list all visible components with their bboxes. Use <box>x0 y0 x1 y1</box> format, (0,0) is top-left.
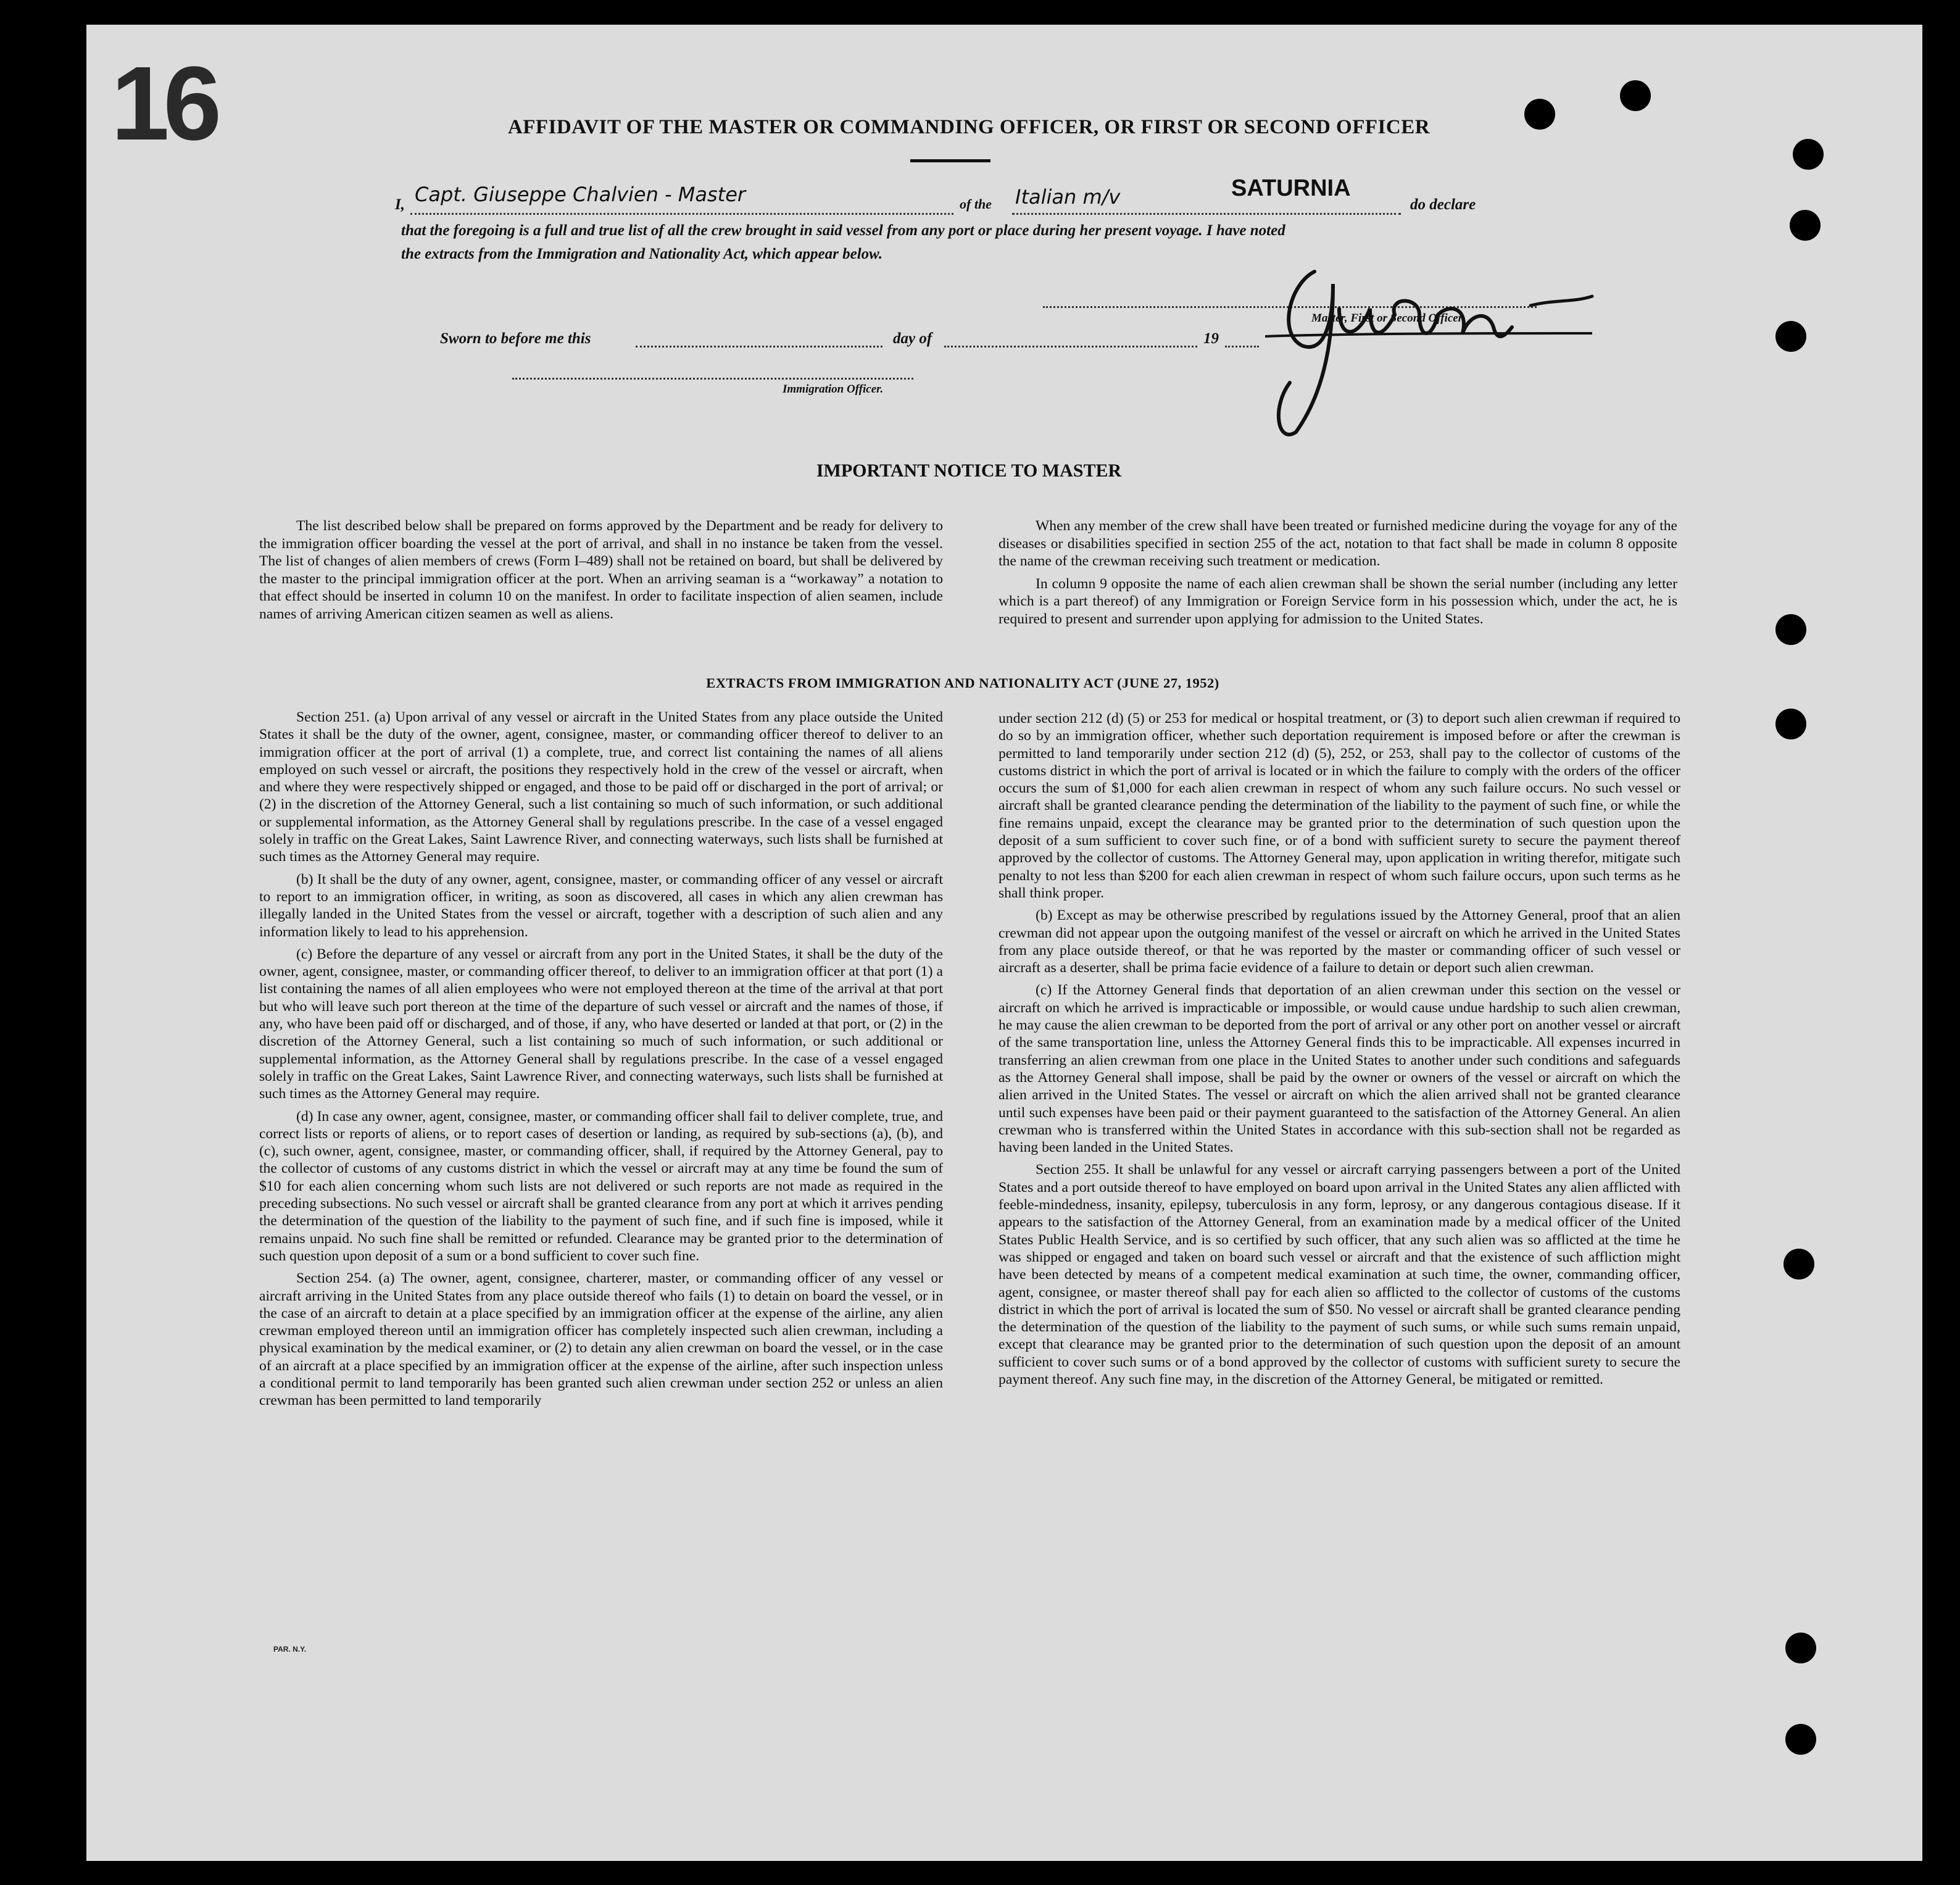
name-line <box>410 213 953 215</box>
of-the-label: of the <box>960 196 992 212</box>
day-of-label: day of <box>893 330 932 347</box>
extracts-title: EXTRACTS FROM IMMIGRATION AND NATIONALITY ACT (JUNE 27, 1952) <box>706 675 1219 691</box>
section-254-c: (c) If the Attorney General finds that deportation of an alien crewman under this section on the vessel or aircraft on which he arrived is impracticable or impossible, or would cause undue hardship to such alien crewman, he may cause the alien crewman to be deported from the port of arrival or any other port on another vessel or aircraft of the same transportation line, unless the Attorney General finds this to be impracticable. All expenses incurred in transferring an alien crewman from one place in the United States to another under such conditions and safeguards as the Attorney General shall impose, shall be paid by the owner or owners of the vessel or aircraft on which the alien arrived in the United States. The vessel or aircraft on which the alien arrived shall not be granted clearance until such expenses have been paid or their payment guaranteed to the satisfaction of the Attorney General. An alien crewman who is transferred within the United States in accordance with this sub-section shall not be regarded as having been landed in the United States. <box>999 982 1680 1156</box>
sworn-date-line <box>636 346 882 347</box>
signature-caption: Master, First or Second Officer. <box>1311 312 1465 325</box>
section-251-d: (d) In case any owner, agent, consignee, master, or commanding officer shall fail to deliver complete, true, and correct lists or reports of aliens, or to report cases of desertion or landing, as required by sub-sections (a), (b), and (c), such owner, agent, consignee, master, or commanding officer, shall, if required by the Attorney General, pay to the collector of customs of any customs district in which the vessel or aircraft may at any time be found the sum of $10 for each alien concerning whom such lists are not delivered or such reports are not made as required in the preceding subsections. No such vessel or aircraft shall be granted clearance from any port at which it arrives pending the determination of the question of the liability to the payment of such fine, and if such fine is imposed, while it remains unpaid. No such fine shall be remitted or refunded. Clearance may be granted prior to the determination of such question upon deposit of a sum or a bond sufficient to cover such fine. <box>259 1108 943 1264</box>
section-254-a: Section 254. (a) The owner, agent, consignee, charterer, master, or commanding officer of any vessel or aircraft arriving in the United States from any place outside thereof who fails (1) to detain on board the vessel, or in the case of an aircraft to detain at a place specified by an immigration officer at the expense of the airline, any alien crewman employed thereon until an immigration officer has completely inspected such alien crewman, including a physical examination by the medical examiner, or (2) to detain any alien crewman on board the vessel, or in the case of an aircraft at a place specified by an immigration officer at the expense of the airline, after such inspection unless a conditional permit to land temporarily has been granted such alien crewman under section 252 or unless an alien crewman has been permitted to land temporarily <box>259 1270 943 1409</box>
punch-hole <box>1790 210 1821 241</box>
master-signature <box>1265 247 1611 444</box>
section-251-a: Section 251. (a) Upon arrival of any vessel or aircraft in the United States from any place outside the United States it shall be the duty of the owner, agent, consignee, master, or commanding officer thereof to deliver to an immigration officer at the port of arrival (1) a complete, true, and correct list containing the names of all aliens employed on such vessel or aircraft, the positions they respectively hold in the crew of the vessel or aircraft, when and where they were respectively shipped or engaged, and those to be paid off or discharged in the port of arrival; or (2) in the discretion of the Attorney General, such a list containing so much of such information, or such additional or supplemental information, as the Attorney General shall by regulations prescribe. In the case of a vessel engaged solely in traffic on the Great Lakes, Saint Lawrence River, and connecting waterways, such lists shall be furnished at such times as the Attorney General may require. <box>259 709 943 865</box>
year-label: 19 <box>1203 330 1219 347</box>
notice-title: IMPORTANT NOTICE TO MASTER <box>816 460 1122 481</box>
immigration-officer-line <box>512 378 913 380</box>
extracts-left-column <box>259 709 943 1415</box>
title-underline <box>910 159 990 162</box>
punch-hole <box>1784 1249 1814 1280</box>
handwritten-master-name: Capt. Giuseppe Chalvien - Master <box>415 183 746 206</box>
do-declare-label: do declare <box>1410 196 1476 213</box>
sworn-label: Sworn to before me this <box>440 330 591 347</box>
punch-hole <box>1524 99 1555 130</box>
affidavit-title: AFFIDAVIT OF THE MASTER OR COMMANDING OFFICER, OR FIRST OR SECOND OFFICER <box>507 116 1431 138</box>
notice-right-column <box>999 517 1677 633</box>
immigration-officer-caption: Immigration Officer. <box>783 383 884 396</box>
affidavit-line-3: the extracts from the Immigration and Nationality Act, which appear below. <box>401 246 883 262</box>
page-number: 16 <box>111 45 216 162</box>
affidavit-line-2: that the foregoing is a full and true list of all the crew brought in said vessel from any port or place during her present voyage. I have noted <box>401 222 1285 239</box>
punch-hole <box>1793 139 1824 170</box>
punch-hole <box>1775 709 1806 739</box>
punch-hole <box>1775 614 1806 645</box>
notice-right-paragraph-1: When any member of the crew shall have been treated or furnished medicine during the voyage for any of the diseases or disabilities specified in section 255 of the act, notation to that fact shall be made in column 8 opposite the name of the crewman receiving such treatment or medication. <box>999 518 1677 570</box>
notice-left-column <box>259 517 943 628</box>
year-line <box>1225 346 1259 347</box>
affidavit-prefix: I, <box>395 196 405 213</box>
vessel-name: SATURNIA <box>1231 175 1351 201</box>
section-254-b: (b) Except as may be otherwise prescribed by regulations issued by the Attorney General, proof that an alien crewman did not appear upon the outgoing manifest of the vessel or aircraft on which he arrived in the United States from any place outside thereof, or that he was reported by the master or commanding officer of such vessel or aircraft as a deserter, shall be prima facie evidence of a failure to detain or deport such alien crewman. <box>999 907 1680 976</box>
punch-hole <box>1785 1633 1816 1663</box>
notice-right-paragraph-2: In column 9 opposite the name of each alien crewman shall be shown the serial number (including any letter which is a part thereof) of any Immigration or Foreign Service form in his possession which, under the act, he is required to present and surrender upon applying for admission to the United States. <box>999 575 1677 627</box>
section-251-c: (c) Before the departure of any vessel or aircraft from any port in the United States, it shall be the duty of the owner, agent, consignee, master, or commanding officer thereof, to deliver to an immigration officer at that port (1) a list containing the names of all alien employees who were not employed thereon at the time of the arrival at that port but who will leave such port thereon at the time of the departure of such vessel or aircraft and the names of those, if any, who have been paid off or discharged, and of those, if any, who have deserted or landed at that port, or (2) in the discretion of the Attorney General, such a list containing so much of such information, or such additional or supplemental information, as the Attorney General shall by regulations prescribe. In the case of a vessel engaged solely in traffic on the Great Lakes, Saint Lawrence River, and connecting waterways, such lists shall be furnished at such times as the Attorney General may require. <box>259 946 943 1102</box>
notice-left-paragraph: The list described below shall be prepared on forms approved by the Department and be ready for delivery to the immigration officer boarding the vessel at the port of arrival, and shall in no instance be taken from the vessel. The list of changes of alien members of crews (Form I–489) shall not be retained on board, but shall be delivered by the master to the principal immigration officer at the port. When an arriving seaman is a “workaway” a notation to that effect should be inserted in column 10 on the manifest. In order to facilitate inspection of alien seamen, include names of arriving American citizen seamen as well as aliens. <box>259 518 943 622</box>
punch-hole <box>1620 80 1651 111</box>
section-251-b: (b) It shall be the duty of any owner, agent, consignee, master, or commanding officer of any vessel or aircraft to report to an immigration officer, in writing, as soon as discovered, all cases in which any alien crewman has illegally landed in the United States from the vessel or aircraft, together with a description of such alien and any information likely to lead to his apprehension. <box>259 871 943 940</box>
handwritten-vessel-type: Italian m/v <box>1015 185 1121 209</box>
month-line <box>944 346 1197 347</box>
punch-hole <box>1775 321 1806 352</box>
printer-mark: PAR. N.Y. <box>273 1645 307 1654</box>
extracts-right-column <box>999 710 1680 1393</box>
punch-hole <box>1785 1724 1816 1755</box>
section-254-a-continued: under section 212 (d) (5) or 253 for medical or hospital treatment, or (3) to deport such alien crewman if required to do so by an immigration officer, whether such deportation requirement is imposed before or after the crewman is permitted to land temporarily under section 212 (d) (5), 252, or 253, shall pay to the collector of customs of the customs district in which the port of arrival is located or in which the failure to comply with the orders of the officer occurs the sum of $1,000 for each alien crewman in respect of whom any such failure occurs. No such vessel or aircraft shall be granted clearance pending the determination of the liability to the payment of such fine, or while the fine remains unpaid, except the clearance may be granted prior to the determination of such question upon the deposit of a sum sufficient to cover such fine, or of a bond with sufficient surety to secure the payment thereof approved by the collector of customs. The Attorney General may, upon application in writing therefor, mitigate such penalty to not less than $200 for each alien crewman in respect of whom such failure occurs, upon such terms as he shall think proper. <box>999 710 1680 901</box>
vessel-line <box>1012 213 1401 215</box>
section-255: Section 255. It shall be unlawful for any vessel or aircraft carrying passengers between a port of the United States and a port outside thereof to have employed on board upon arrival in the United States any alien afflicted with feeble-mindedness, insanity, epilepsy, tuberculosis in any form, leprosy, or any dangerous contagious disease. If it appears to the satisfaction of the Attorney General, from an examination made by a medical officer of the United States Public Health Service, and is so certified by such officer, that any such alien was so afflicted at the time he was shipped or engaged and taken on board such vessel or aircraft and that the existence of such affliction might have been detected by means of a competent medical examination at such time, the owner, commanding officer, agent, consignee, or master thereof shall pay for each alien so afflicted to the collector of customs of the customs district in which the port of arrival is located the sum of $50. No vessel or aircraft shall be granted clearance pending the determination of the question of the liability to the payment of such sums, or while such sums remain unpaid, except that clearance may be granted prior to the determination of such question upon the deposit of an amount sufficient to cover such sums or of a bond approved by the collector of customs with sufficient surety to secure the payment thereof. Any such fine may, in the discretion of the Attorney General, be mitigated or remitted. <box>999 1162 1680 1388</box>
